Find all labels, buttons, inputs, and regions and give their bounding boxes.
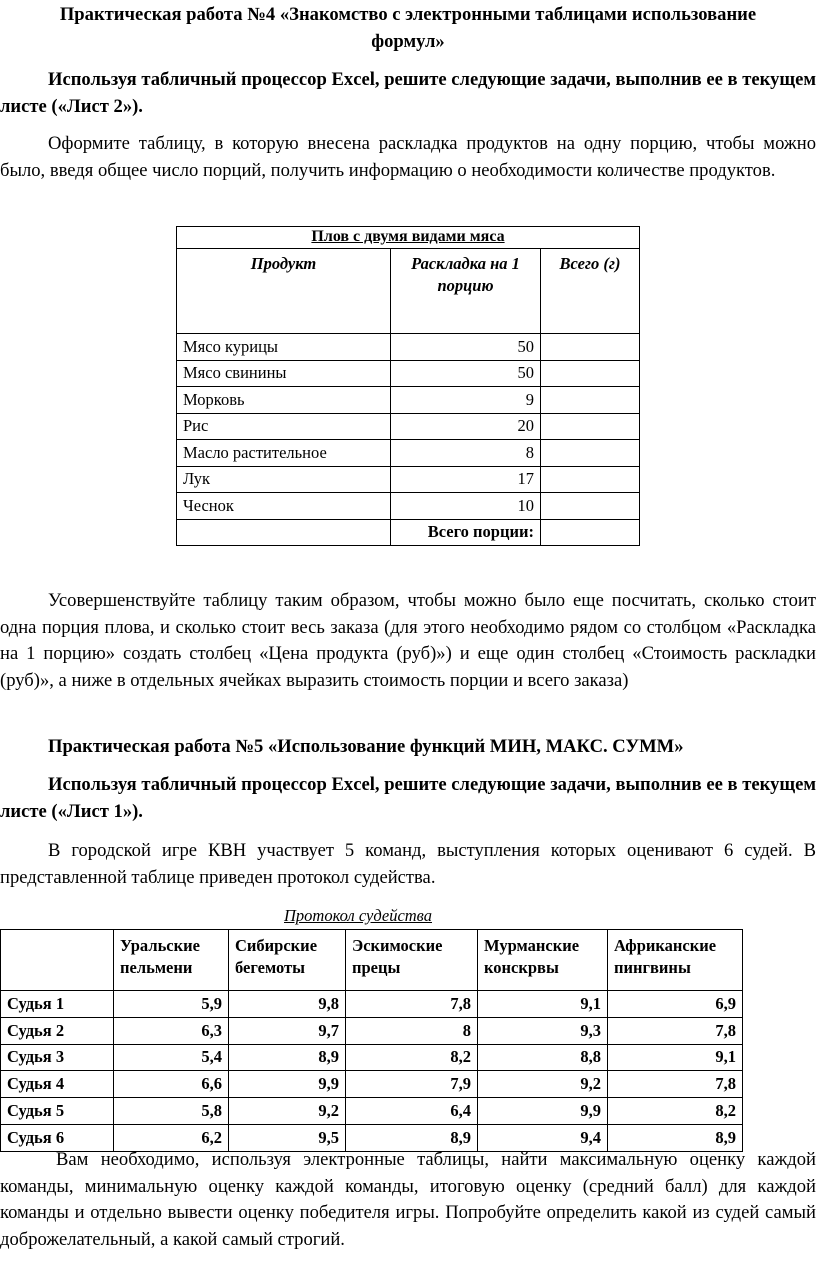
product-name: Чеснок [177,493,391,520]
plov-table-caption: Плов с двумя видами мяса [176,226,640,249]
table-row [177,493,640,520]
table-row [177,466,640,493]
judge-label: Судья 1 [1,991,114,1018]
product-name: Масло растительное [177,440,391,467]
team-header: Мурманские конскрвы [478,930,608,991]
team-header: Уральские пельмени [114,930,229,991]
product-name: Мясо курицы [177,334,391,361]
product-amount: 50 [391,334,541,361]
score-cell: 9,1 [608,1044,743,1071]
product-total [541,334,640,361]
product-amount: 17 [391,466,541,493]
team-header: Эскимоские прецы [346,930,478,991]
score-cell: 9,4 [478,1124,608,1151]
empty-corner-cell [1,930,114,991]
pr4-task: Используя табличный процессор Excel, решите следующие задачи, выполнив ее в текущем листе («Лист 2»). [0,69,816,117]
protocol-caption: Протокол судейства [284,906,432,925]
table-row [177,413,640,440]
table-row [1,1044,743,1071]
score-cell: 6,2 [114,1124,229,1151]
score-cell: 9,8 [229,991,346,1018]
score-cell: 8,9 [229,1044,346,1071]
total-portions-value [541,519,640,546]
judge-label: Судья 3 [1,1044,114,1071]
product-total [541,387,640,414]
plov-header-row [177,249,640,334]
product-total [541,413,640,440]
score-cell: 5,8 [114,1098,229,1125]
score-cell: 6,6 [114,1071,229,1098]
protocol-table [0,929,743,1152]
product-name: Морковь [177,387,391,414]
judge-label: Судья 6 [1,1124,114,1151]
score-cell: 6,3 [114,1017,229,1044]
col-header-total: Всего (г) [541,249,640,334]
score-cell: 6,9 [608,991,743,1018]
score-cell: 9,5 [229,1124,346,1151]
score-cell: 5,4 [114,1044,229,1071]
score-cell: 8,8 [478,1044,608,1071]
protocol-header-row [1,930,743,991]
pr4-title-line1: Практическая работа №4 «Знакомство с электронными таблицами использование [59,4,757,25]
product-amount: 9 [391,387,541,414]
score-cell: 9,7 [229,1017,346,1044]
product-total [541,440,640,467]
score-cell: 5,9 [114,991,229,1018]
score-cell: 8,2 [346,1044,478,1071]
pr4-title-line2: формул» [371,31,445,52]
product-name: Рис [177,413,391,440]
score-cell: 7,9 [346,1071,478,1098]
score-cell: 9,1 [478,991,608,1018]
score-cell: 9,9 [229,1071,346,1098]
score-cell: 6,4 [346,1098,478,1125]
score-cell: 8,9 [346,1124,478,1151]
score-cell: 9,3 [478,1017,608,1044]
pr5-intro: В городской игре КВН участвует 5 команд, выступления которых оценивают 6 судей. В представленной таблице приведен протокол судейства. [0,840,816,888]
score-cell: 7,8 [608,1071,743,1098]
product-amount: 20 [391,413,541,440]
plov-table [176,248,640,546]
product-total [541,493,640,520]
table-row [1,1098,743,1125]
table-row [1,991,743,1018]
pr5-task: Используя табличный процессор Excel, решите следующие задачи, выполнив ее в текущем листе («Лист 1»). [0,774,816,822]
product-amount: 50 [391,360,541,387]
table-row [177,387,640,414]
score-cell: 8 [346,1017,478,1044]
product-total [541,466,640,493]
empty-cell [177,519,391,546]
score-cell: 9,9 [478,1098,608,1125]
score-cell: 8,9 [608,1124,743,1151]
table-row [177,440,640,467]
score-cell: 7,8 [346,991,478,1018]
product-name: Мясо свинины [177,360,391,387]
product-total [541,360,640,387]
col-header-product: Продукт [177,249,391,334]
table-row [177,334,640,361]
pr4-improve: Усовершенствуйте таблицу таким образом, чтобы можно было еще посчитать, сколько стоит одна порция плова, и сколько стоит весь заказа (для этого необходимо рядом со столбцом «Раскладка на 1 порцию» создать столбец «Цена продукта (руб)») и еще один столбец «Стоимость раскладки (руб)», а ниже в отдельных ячейках выразить стоимость порции и всего заказа) [0,590,816,691]
product-amount: 10 [391,493,541,520]
total-row [177,519,640,546]
pr5-outro: Вам необходимо, используя электронные таблицы, найти максимальную оценку каждой команды, минимальную оценку каждой команды, итоговую оценку (средний балл) для каждой команды и отдельно вывести оценку победителя игры. Попробуйте определить какой из судей самый доброжелательный, а какой самый строгий. [0,1149,816,1250]
judge-label: Судья 2 [1,1017,114,1044]
team-header: Африканские пингвины [608,930,743,991]
score-cell: 8,2 [608,1098,743,1125]
pr4-intro: Оформите таблицу, в которую внесена раскладка продуктов на одну порцию, чтобы можно было, введя общее число порций, получить информацию о необходимости количестве продуктов. [0,133,816,181]
total-portions-label: Всего порции: [391,519,541,546]
judge-label: Судья 4 [1,1071,114,1098]
table-row [1,1071,743,1098]
score-cell: 9,2 [229,1098,346,1125]
product-name: Лук [177,466,391,493]
col-header-per-portion: Раскладка на 1 порцию [391,249,541,334]
table-row [1,1017,743,1044]
product-amount: 8 [391,440,541,467]
score-cell: 9,2 [478,1071,608,1098]
score-cell: 7,8 [608,1017,743,1044]
pr5-title: Практическая работа №5 «Использование функций МИН, МАКС. СУММ» [48,736,684,757]
table-row [177,360,640,387]
team-header: Сибирские бегемоты [229,930,346,991]
judge-label: Судья 5 [1,1098,114,1125]
